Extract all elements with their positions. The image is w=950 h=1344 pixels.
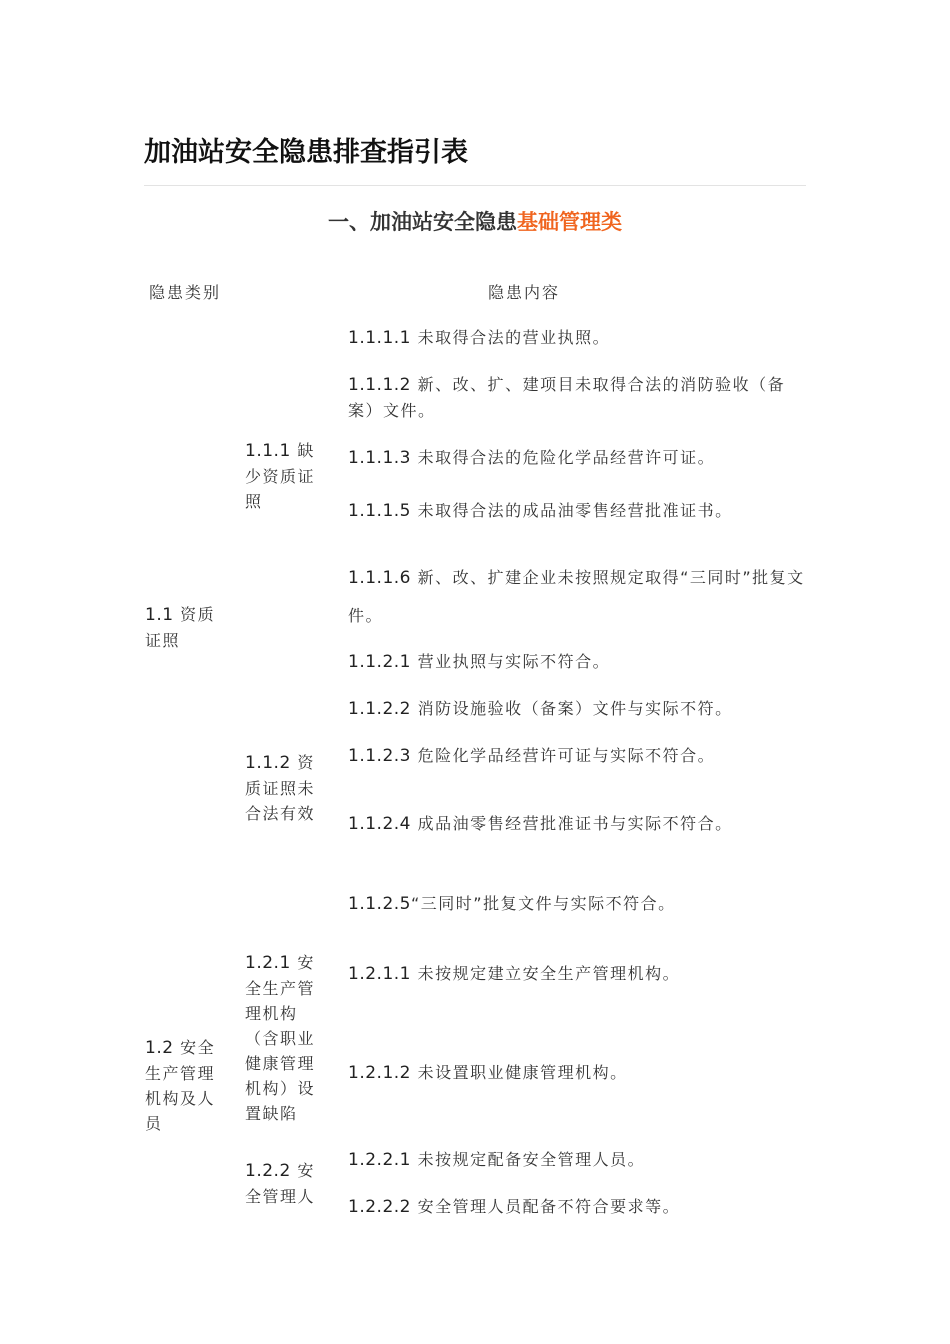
item-cell [348, 1060, 808, 1086]
title-divider [144, 185, 806, 186]
header-content: 隐患内容 [488, 283, 561, 302]
subcategory-cell [245, 750, 325, 826]
subcategory-cell [245, 950, 325, 1126]
category-label: 资质证照 [145, 605, 216, 650]
item-text: 未按规定配备安全管理人员。 [417, 1150, 646, 1169]
item-text: 未取得合法的成品油零售经营批准证书。 [417, 501, 733, 520]
subcategory-label: 缺少资质证照 [245, 441, 316, 511]
item-cell [348, 1194, 808, 1220]
item-text: 危险化学品经营许可证与实际不符合。 [417, 746, 716, 765]
item-code: 1.1.2.1 [348, 652, 411, 672]
category-cell [145, 1035, 225, 1136]
item-text: 未设置职业健康管理机构。 [417, 1063, 628, 1082]
subcategory-label: 安全生产管理机构（含职业健康管理机构）设置缺陷 [245, 953, 316, 1123]
subcategory-code: 1.2.1 [245, 953, 291, 973]
item-code: 1.1.1.6 [348, 568, 411, 588]
item-code: 1.1.1.5 [348, 501, 411, 521]
subcategory-cell [245, 438, 325, 514]
item-cell [348, 325, 808, 351]
item-cell [348, 743, 808, 769]
category-cell [145, 602, 225, 653]
item-cell [348, 811, 808, 837]
item-cell [348, 372, 808, 423]
header-category: 隐患类别 [149, 283, 222, 302]
item-cell [348, 445, 808, 471]
subcategory-code: 1.1.2 [245, 753, 291, 773]
item-cell [348, 498, 808, 524]
item-text: 安全管理人员配备不符合要求等。 [417, 1197, 681, 1216]
item-code: 1.1.2.2 [348, 699, 411, 719]
item-code: 1.2.1.1 [348, 964, 411, 984]
page-title: 加油站安全隐患排查指引表 [144, 137, 468, 168]
item-code: 1.1.1.2 [348, 375, 411, 395]
item-code: 1.1.2.5 [348, 894, 411, 914]
item-code: 1.1.1.1 [348, 328, 411, 348]
item-text: 未按规定建立安全生产管理机构。 [417, 964, 681, 983]
item-code: 1.1.1.3 [348, 448, 411, 468]
subcategory-label: 安全管理人 [245, 1161, 316, 1206]
item-text: 成品油零售经营批准证书与实际不符合。 [417, 814, 733, 833]
item-cell [348, 1147, 808, 1173]
category-code: 1.1 [145, 605, 174, 625]
section-heading [0, 206, 950, 236]
subcategory-label: 资质证照未合法有效 [245, 753, 316, 823]
item-code: 1.1.2.3 [348, 746, 411, 766]
category-label: 安全生产管理机构及人员 [145, 1038, 216, 1133]
item-text: 未取得合法的危险化学品经营许可证。 [417, 448, 716, 467]
section-heading-highlight: 基础管理类 [517, 209, 622, 234]
item-text: “三同时”批复文件与实际不符合。 [410, 894, 676, 913]
item-cell [348, 649, 808, 675]
item-cell [348, 891, 808, 917]
item-text: 新、改、扩、建项目未取得合法的消防验收（备案）文件。 [348, 375, 786, 420]
item-code: 1.2.2.2 [348, 1197, 411, 1217]
category-code: 1.2 [145, 1038, 174, 1058]
item-text: 消防设施验收（备案）文件与实际不符。 [417, 699, 733, 718]
item-text: 未取得合法的营业执照。 [417, 328, 611, 347]
item-code: 1.1.2.4 [348, 814, 411, 834]
item-code: 1.2.2.1 [348, 1150, 411, 1170]
item-cell [348, 961, 808, 987]
item-cell [348, 696, 808, 722]
item-cell [348, 559, 808, 634]
subcategory-code: 1.1.1 [245, 441, 291, 461]
subcategory-code: 1.2.2 [245, 1161, 291, 1181]
section-heading-prefix: 一、加油站安全隐患 [328, 209, 517, 234]
subcategory-cell [245, 1158, 325, 1209]
item-text: 新、改、扩建企业未按照规定取得“三同时”批复文件。 [348, 568, 805, 625]
item-text: 营业执照与实际不符合。 [417, 652, 611, 671]
item-code: 1.2.1.2 [348, 1063, 411, 1083]
